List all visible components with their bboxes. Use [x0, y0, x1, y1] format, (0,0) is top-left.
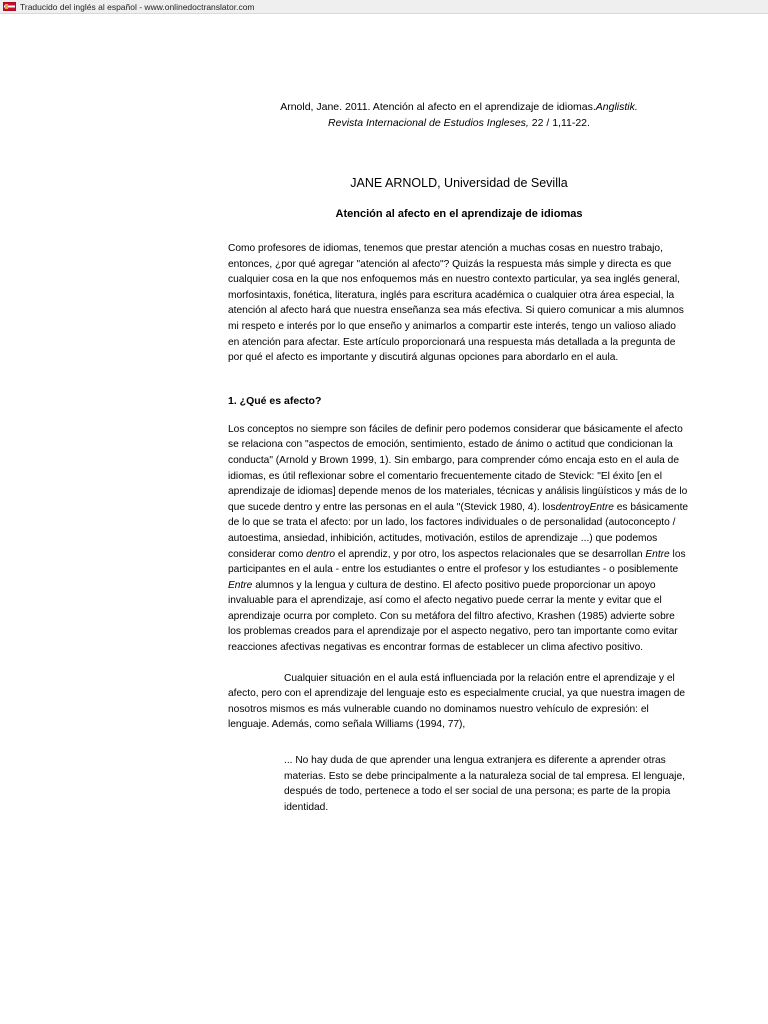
document-body [228, 99, 690, 815]
block-quote: ... No hay duda de que aprender una lengua extranjera es diferente a aprender otras materias. Esto se debe principalmente a la naturaleza social de tal empresa. El lenguaje, después de todo, pertenece a todo el ser social de una persona; es parte de la propia identidad. [284, 755, 685, 813]
page-title: Atención al afecto en el aprendizaje de idiomas [335, 208, 583, 220]
section-heading-1: 1. ¿Qué es afecto? [228, 394, 322, 407]
citation-line2-rest: 22 / 1,11-22. [528, 117, 590, 129]
section1-paragraph-1-segment-6: el aprendiz, y por otro, los aspectos relacionales que se desarrollan [335, 548, 646, 560]
citation [228, 99, 690, 131]
citation-line1: Arnold, Jane. 2011. Atención al afecto en el aprendizaje de idiomas. [280, 101, 596, 113]
section1-paragraph-1-segment-10: alumnos y la lengua y cultura de destino. El afecto positivo puede proporcionar un apoyo invaluable para el aprendizaje, así como el afecto negativo puede cerrar la mente y evitar que el aprendizaje ocurra por completo. Con su metáfora del filtro afectivo, Krashen (1985) advierte sobre los problemas creados para el aprendizaje por el aspecto negativo, pero tan importante como evitar reacciones afectivas negativas es encontrar formas de establecer un clima afectivo positivo. [228, 579, 678, 654]
section1-paragraph-1-segment-1: dentro [555, 501, 585, 513]
document-page [0, 14, 768, 1024]
citation-line2 [228, 115, 690, 131]
section1-paragraph-1-segment-0: Los conceptos no siempre son fáciles de definir pero podemos considerar que básicamente el afecto se relaciona con "aspectos de emoción, sentimiento, estado de ánimo o actitud que condicionan la conducta" (Arnold y Brown 1999, 1). Sin embargo, para comprender cómo encaja esto en el aula de idiomas, es útil reflexionar sobre el comentario frecuentemente citado de Stevick: "El éxito [en el aprendizaje de idiomas] depende menos de los materiales, técnicas y análisis lingüísticos y más de lo que sucede dentro y entre las personas en el aula "(Stevick 1980, 4). los [228, 423, 688, 513]
spanish-flag-icon [3, 2, 16, 11]
translator-banner-text: Traducido del inglés al español - www.onlinedoctranslator.com [20, 1, 255, 12]
translator-banner [0, 0, 768, 14]
section1-paragraph-1-segment-8: los participantes en el aula - entre los estudiantes o entre el profesor y los estudiantes - o posiblemente [228, 548, 686, 576]
author-affiliation: JANE ARNOLD, Universidad de Sevilla [350, 176, 568, 190]
section1-paragraph-1-segment-3: Entre [589, 501, 614, 513]
section1-paragraph-1-segment-9: Entre [228, 579, 253, 591]
citation-line2-journal: Revista Internacional de Estudios Ingleses, [328, 117, 529, 129]
section1-paragraph-1-segment-5: dentro [306, 548, 336, 560]
section1-paragraph-1-segment-4: es básicamente de lo que se trata el afecto: por un lado, los factores individuales o de personalidad (autoconcepto / autoestima, ansiedad, inhibición, actitudes, motivación, estilos de aprendizaje ...) que podemos considerar como [228, 501, 689, 560]
section1-paragraph-1-segment-2: y [584, 501, 590, 513]
section1-paragraph-1-segment-7: Entre [645, 548, 670, 560]
citation-line1-journal: Anglistik. [595, 101, 638, 113]
abstract-paragraph: Como profesores de idiomas, tenemos que prestar atención a muchas cosas en nuestro trabajo, entonces, ¿por qué agregar "atención al afecto"? Quizás la respuesta más simple y directa es que cualquier cosa en la que nos enfoquemos más en nuestro contexto particular, ya sea inglés general, morfosintaxis, fonética, literatura, inglés para escritura académica o cualquier otra área especial, la atención al afecto hará que nuestra enseñanza sea más efectiva. Si quiero comunicar a mis alumnos mi respeto e interés por lo que enseño y animarlos a compartir este interés, tengo un valioso aliado en atención para afectar. Este artículo proporcionará una respuesta más detallada a la pregunta de por qué el afecto es importante y discutirá algunas opciones para abordarlo en el aula. [228, 243, 684, 364]
section1-paragraph-2: Cualquier situación en el aula está influenciada por la relación entre el aprendizaje y el afecto, pero con el aprendizaje del lenguaje esto es especialmente crucial, ya que nuestra imagen de nosotros mismos es más vulnerable cuando no dominamos nuestro vehículo de expresión: el lenguaje. Además, como señala Williams (1994, 77), [228, 672, 686, 731]
section1-paragraph-1 [228, 422, 690, 656]
